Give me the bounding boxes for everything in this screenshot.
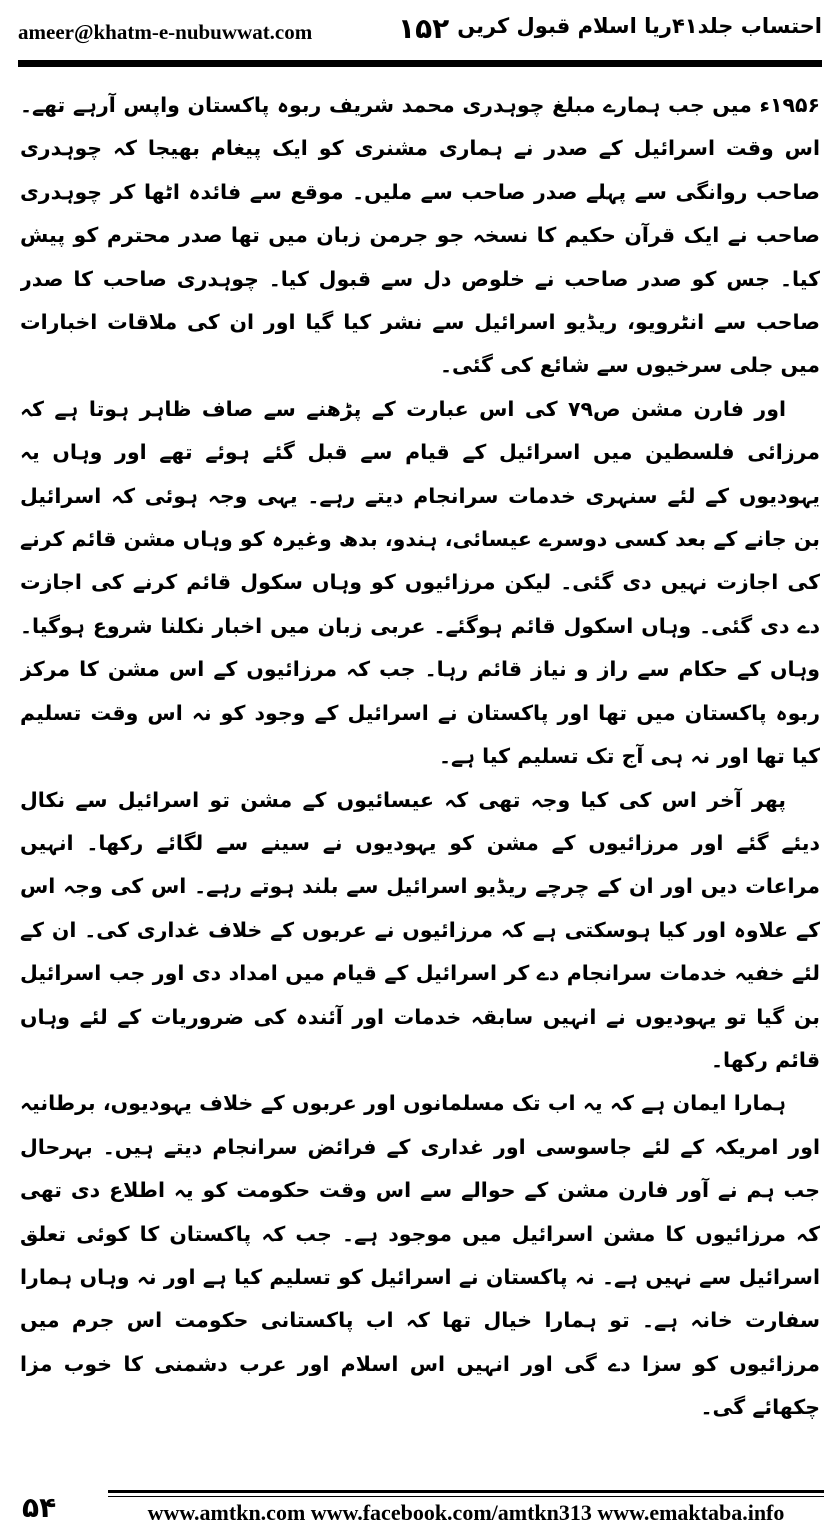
page-footer: [16, 1486, 824, 1530]
header-book-title: احتساب جلد۴۱ریا اسلام قبول کریں: [457, 14, 822, 38]
paragraph-2: اور فارن مشن ص۷۹ کی اس عبارت کے پڑھنے سے صاف ظاہر ہوتا ہے کہ مرزائی فلسطین میں اسرائیل کے قیام سے قبل گئے ہوئے تھے اور وہاں یہ یہودیوں کے لئے سنہری خدمات سرانجام دیتے رہے۔ یہی وجہ ہوئی کہ اسرائیل بن جانے کے بعد کسی دوسرے عیسائی، ہندو، بدھ وغیرہ کو وہاں مشن قائم کرنے کی اجازت نہیں دی گئی۔ لیکن مرزائیوں کو وہاں سکول قائم کرنے کی اجازت دے دی گئی۔ وہاں اسکول قائم ہوگئے۔ عربی زبان میں اخبار نکلنا شروع ہوگیا۔ وہاں کے حکام سے راز و نیاز قائم رہا۔ جب کہ مرزائیوں کے اس مشن کا مرکز ربوہ پاکستان میں تھا اور پاکستان نے اسرائیل کے وجود کو نہ اس وقت تسلیم کیا تھا اور نہ ہی آج تک تسلیم کیا ہے۔: [20, 396, 820, 769]
footer-divider-thin: [108, 1496, 824, 1497]
footer-page-number: ۵۴: [22, 1491, 57, 1524]
paragraph-1: ۱۹۵۶ء میں جب ہمارے مبلغ چوہدری محمد شریف ربوہ پاکستان واپس آرہے تھے۔ اس وقت اسرائیل کے صدر نے ہماری مشنری کو ایک پیغام بھیجا کہ چوہدری صاحب روانگی سے پہلے صدر صاحب سے ملیں۔ موقع سے فائدہ اٹھا کر چوہدری صاحب نے ایک قرآن حکیم کا نسخہ جو جرمن زبان میں تھا صدر محترم کو پیش کیا۔ جس کو صدر صاحب نے خلوص دل سے قبول کیا۔ چوہدری صاحب کا صدر صاحب سے انٹرویو، ریڈیو اسرائیل سے نشر کیا گیا اور ان کی ملاقات اخبارات میں جلی سرخیوں سے شائع کی گئی۔: [20, 93, 820, 378]
header-page-number: ۱۵۲: [398, 12, 450, 45]
footer-divider: [108, 1490, 824, 1493]
paragraph-4: ہمارا ایمان ہے کہ یہ اب تک مسلمانوں اور عربوں کے خلاف یہودیوں، برطانیہ اور امریکہ کے لئے جاسوسی اور غداری کے فرائض سرانجام دیتے ہیں۔ بہرحال جب ہم نے آور فارن مشن کے حوالے سے اس وقت حکومت کو یہ اطلاع دی تھی کہ مرزائیوں کا مشن اسرائیل میں موجود ہے۔ جب کہ پاکستان کا کوئی تعلق اسرائیل سے نہیں ہے۔ نہ پاکستان نے اسرائیل کو تسلیم کیا ہے اور نہ وہاں ہمارا سفارت خانہ ہے۔ تو ہمارا خیال تھا کہ اب پاکستانی حکومت اس جرم میں مرزائیوں کو سزا دے گی اور انہیں اس اسلام اور عرب دشمنی کا خوب مزا چکھائے گی۔: [20, 1091, 820, 1420]
footer-links: www.amtkn.com www.facebook.com/amtkn313 www.emaktaba.info: [147, 1500, 785, 1525]
header-email: ameer@khatm-e-nubuwwat.com: [18, 20, 313, 44]
body-text: [20, 84, 820, 1470]
header-divider: [18, 60, 822, 67]
paragraph-3: پھر آخر اس کی کیا وجہ تھی کہ عیسائیوں کے مشن تو اسرائیل سے نکال دیئے گئے اور مرزائیوں کے مشن کو یہودیوں نے سینے سے لگائے رکھا۔ انہیں مراعات دیں اور ان کے چرچے ریڈیو اسرائیل سے بلند ہوتے رہے۔ اس کی وجہ اس کے علاوہ اور کیا ہوسکتی ہے کہ مرزائیوں نے عربوں کے خلاف غداری کی۔ ان کے لئے خفیہ خدمات سرانجام دے کر اسرائیل کے قیام میں امداد دی اور جب اسرائیل بن گیا تو یہودیوں نے انہیں سابقہ خدمات اور آئندہ کی ضروریات کے لئے وہاں قائم رکھا۔: [20, 787, 820, 1072]
page-header: [18, 14, 822, 54]
